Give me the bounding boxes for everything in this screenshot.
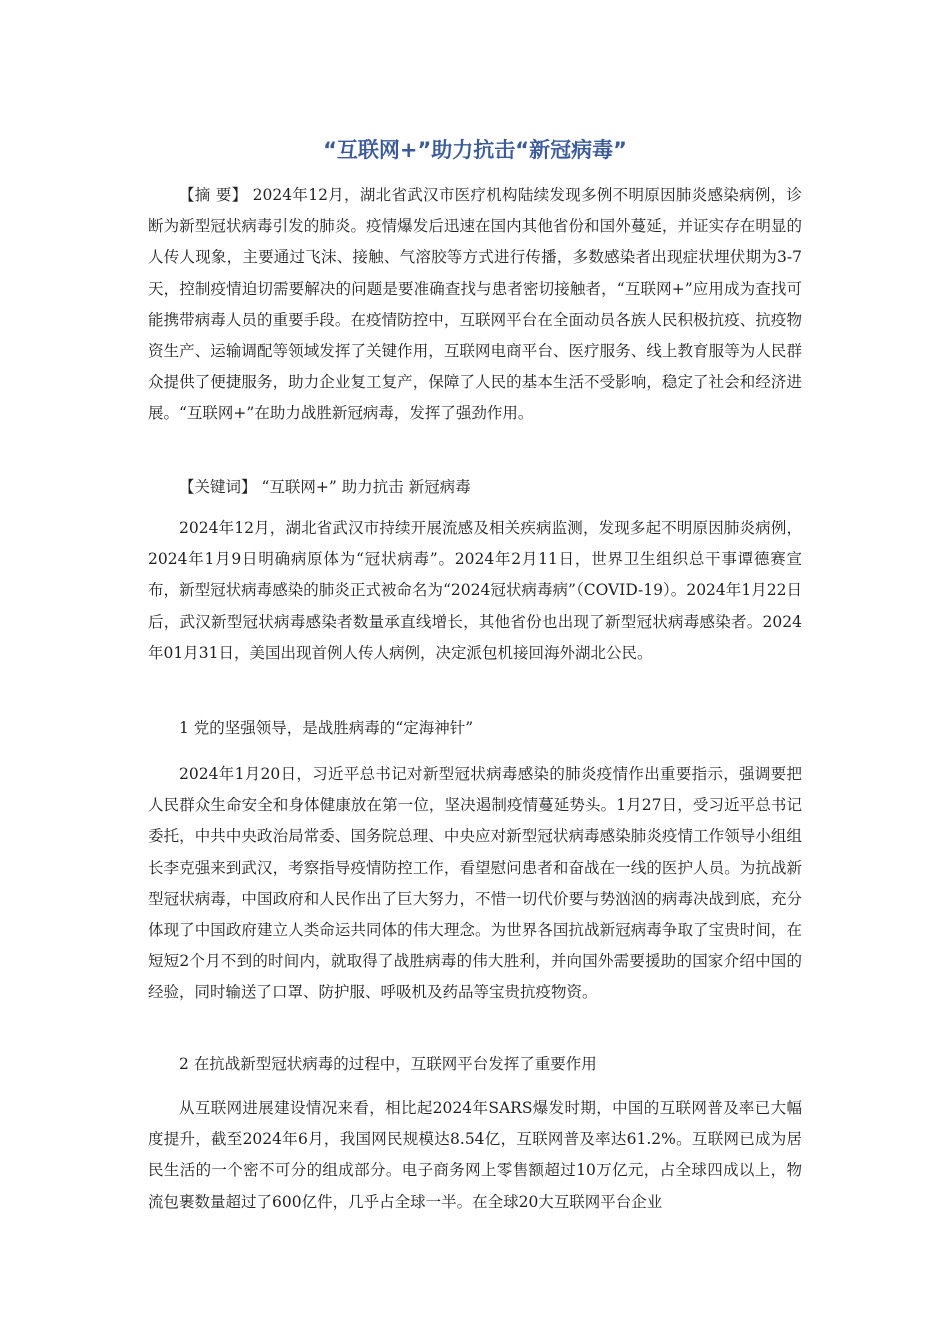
abstract-paragraph [148,180,802,430]
abstract-text: 2024年12月，湖北省武汉市医疗机构陆续发现多例不明原因肺炎感染病例，诊断为新型冠状病毒引发的肺炎。疫情爆发后迅速在国内其他省份和国外蔓延，并证实存在明显的人传人现象，主要通过飞沫、接触、气溶胶等方式进行传播，多数感染者出现症状埋伏期为3-7天，控制疫情迫切需要解决的问题是要准确查找与患者密切接触者，“互联网+”应用成为查找可能携带病毒人员的重要手段。在疫情防控中，互联网平台在全面动员各族人民积极抗疫、抗疫物资生产、运输调配等领域发挥了关键作用，互联网电商平台、医疗服务、线上教育服等为人民群众提供了便捷服务，助力企业复工复产，保障了人民的基本生活不受影响，稳定了社会和经济进展。“互联网+”在助力战胜新冠病毒，发挥了强劲作用。 [148,186,802,423]
keywords-label: 【关键词】 [179,478,257,496]
abstract-label: 【摘 要】 [179,186,248,204]
section1-paragraph: 2024年1月20日，习近平总书记对新型冠状病毒感染的肺炎疫情作出重要指示，强调要把人民群众生命安全和身体健康放在第一位，坚决遏制疫情蔓延势头。1月27日，受习近平总书记委托，中共中央政治局常委、国务院总理、中央应对新型冠状病毒感染肺炎疫情工作领导小组组长李克强来到武汉，考察指导疫情防控工作，看望慰问患者和奋战在一线的医护人员。为抗战新型冠状病毒，中国政府和人民作出了巨大努力，不惜一切代价要与势汹汹的病毒决战到底，充分体现了中国政府建立人类命运共同体的伟大理念。为世界各国抗战新冠病毒争取了宝贵时间，在短短2个月不到的时间内，就取得了战胜病毒的伟大胜利，并向国外需要援助的国家介绍中国的经验，同时输送了口罩、防护服、呼吸机及药品等宝贵抗疫物资。 [148,765,802,1002]
section2-paragraph: 从互联网进展建设情况来看，相比起2024年SARS爆发时期，中国的互联网普及率已大幅度提升，截至2024年6月，我国网民规模达8.54亿，互联网普及率达61.2%。互联网已成为居民生活的一个密不可分的组成部分。电子商务网上零售额超过10万亿元，占全球四成以上，物流包裹数量超过了600亿件，几乎占全球一半。在全球20大互联网平台企业 [148,1099,802,1211]
intro-paragraph: 2024年12月，湖北省武汉市持续开展流感及相关疾病监测，发现多起不明原因肺炎病例，2024年1月9日明确病原体为“冠状病毒”。2024年2月11日，世界卫生组织总干事谭德赛宣布，新型冠状病毒感染的肺炎正式被命名为“2024冠状病毒病”（COVID-19）。2024年1月22日后，武汉新型冠状病毒感染者数量承直线增长，其他省份也出现了新型冠状病毒感染者。2024年01月31日，美国出现首例人传人病例，决定派包机接回海外湖北公民。 [148,519,802,662]
section1-heading: 1 党的坚强领导，是战胜病毒的“定海神针” [179,719,474,737]
section2-heading: 2 在抗战新型冠状病毒的过程中，互联网平台发挥了重要作用 [179,1055,597,1073]
document-title: “互联网+”助力抗击“新冠病毒” [323,138,627,162]
keywords-text: “互联网+” 助力抗击 新冠病毒 [261,478,471,496]
keywords-paragraph [148,472,802,503]
